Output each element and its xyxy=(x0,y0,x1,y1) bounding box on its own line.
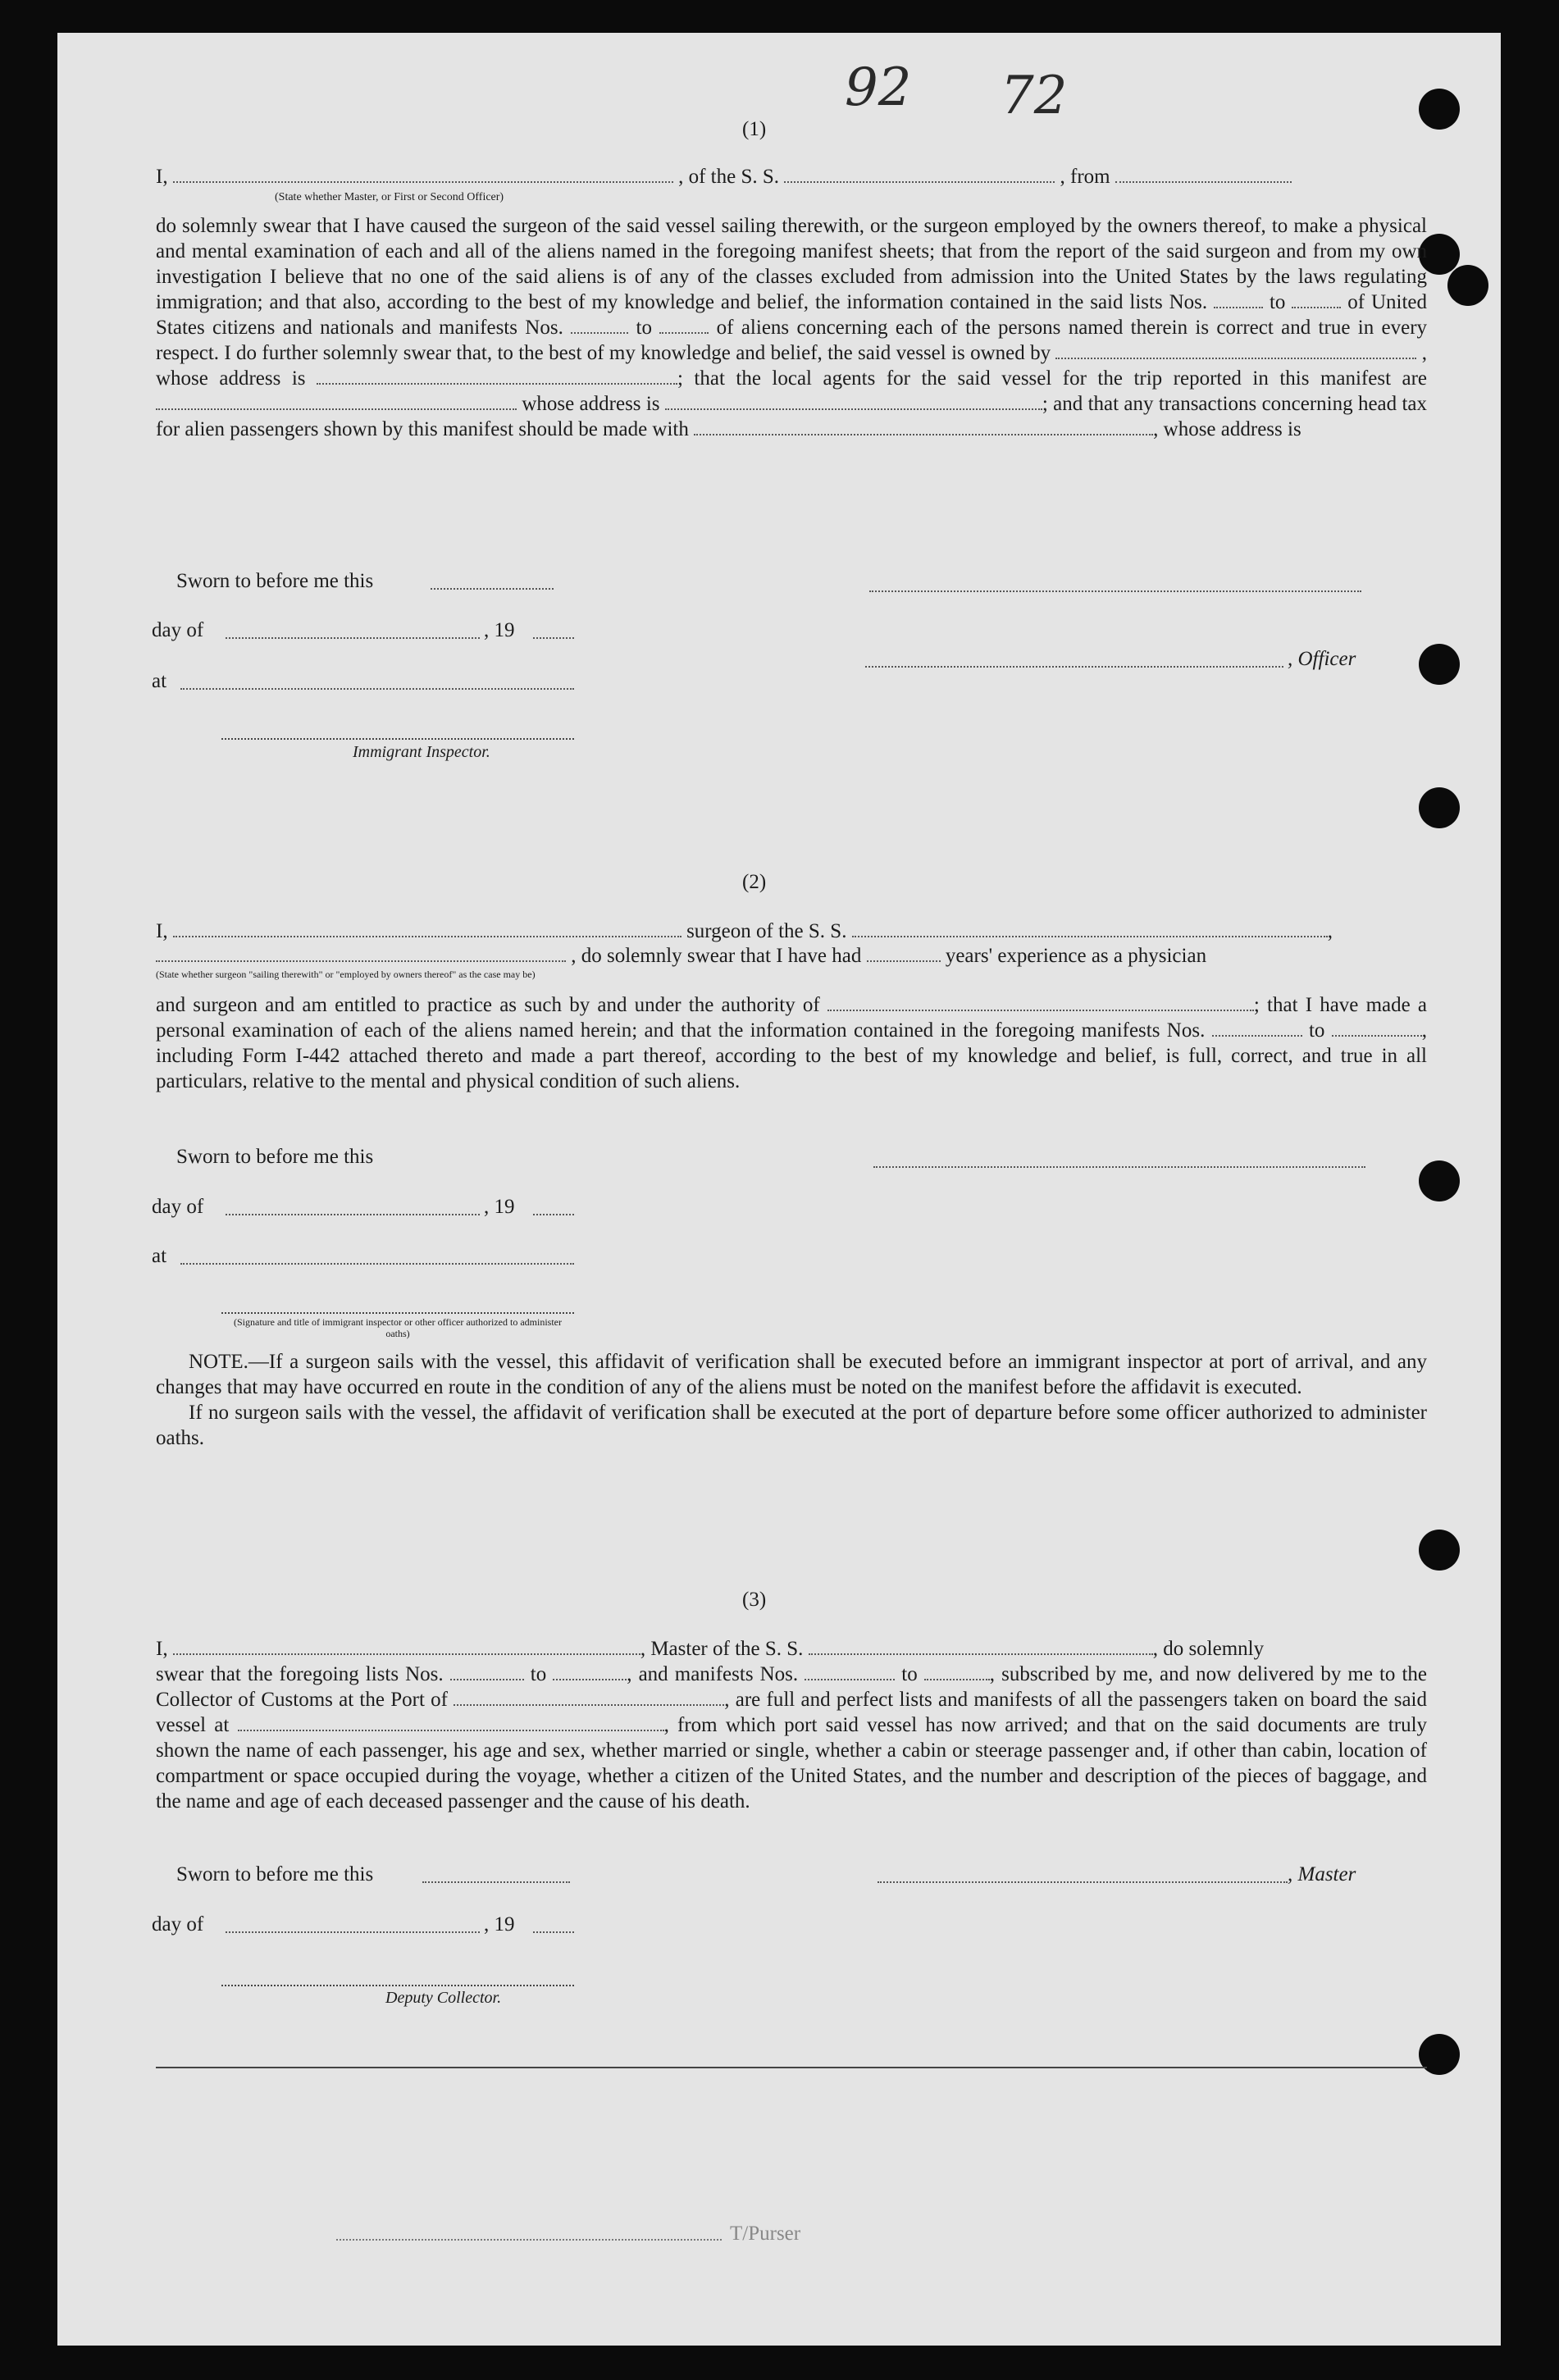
punch-hole xyxy=(1419,2034,1460,2075)
punch-hole xyxy=(1419,1160,1460,1201)
s1-day-of-label: day of xyxy=(152,619,204,641)
punch-hole xyxy=(1419,89,1460,130)
section-1-opening-line: I, , of the S. S. , from xyxy=(156,164,1427,189)
section-2-note: NOTE.—If a surgeon sails with the vessel, this affidavit of verification shall be executed before an immigrant inspector at port of arrival, and any changes that may have occurred en route in the condition of any of the aliens must be noted on the manifest before the affidavit is executed. If no surgeon sails with the vessel, the affidavit of verification shall be executed at the port of departure before some officer authorized to administer oaths. xyxy=(156,1351,1427,1449)
punch-hole xyxy=(1419,644,1460,685)
manifest-sheet xyxy=(57,33,1501,2346)
s1-officer-line xyxy=(865,666,1283,668)
s2-at-label: at xyxy=(152,1245,167,1267)
s3-year-label: , 19 xyxy=(484,1913,515,1935)
s3-year-line xyxy=(533,1931,574,1933)
s3-master-line xyxy=(878,1881,1288,1883)
bottom-rule xyxy=(156,2067,1427,2068)
s2-signature-line xyxy=(221,1312,574,1314)
s1-at-line xyxy=(180,688,574,690)
s1-sworn-line xyxy=(431,588,554,590)
s3-day-of-label: day of xyxy=(152,1913,204,1935)
s1-officer-label: , Officer xyxy=(1288,648,1356,670)
s1-at-label: at xyxy=(152,670,167,692)
section-2-second-line: , do solemnly swear that I have had years' experience as a physician xyxy=(156,943,1427,969)
punch-hole xyxy=(1447,265,1488,306)
officer-note: (State whether Master, or First or Second Officer) xyxy=(275,191,504,203)
section-3-opening-line: I, , Master of the S. S. , do solemnly xyxy=(156,1638,1265,1660)
s2-day-line xyxy=(226,1214,480,1215)
s3-master-label: , Master xyxy=(1288,1863,1356,1885)
punch-hole xyxy=(1419,787,1460,828)
s2-signature-note: (Signature and title of immigrant inspector or other officer authorized to administer oaths) xyxy=(234,1316,562,1339)
s1-inspector-label: Immigrant Inspector. xyxy=(353,743,490,761)
s3-collector-label: Deputy Collector. xyxy=(385,1989,502,2007)
s2-day-of-label: day of xyxy=(152,1196,204,1218)
s2-year-label: , 19 xyxy=(484,1196,515,1218)
handwritten-number-right: 72 xyxy=(1001,66,1068,126)
handwritten-number-left: 92 xyxy=(845,57,912,118)
s2-year-line xyxy=(533,1214,574,1215)
purser-label: T/Purser xyxy=(730,2223,801,2245)
surgeon-note: (State whether surgeon "sailing therewith" or "employed by owners thereof" as the case may be) xyxy=(156,969,536,980)
s1-officer-sig-line-top xyxy=(869,590,1361,592)
s1-inspector-line xyxy=(221,738,574,740)
s1-sworn-label: Sworn to before me this xyxy=(176,570,374,592)
s2-sworn-line xyxy=(873,1166,1365,1168)
s2-sworn-label: Sworn to before me this xyxy=(176,1146,374,1168)
section-2-opening-line: I, surgeon of the S. S. , xyxy=(156,920,1333,942)
section-3-body: swear that the foregoing lists Nos. to , and manifests Nos. to , subscribed by me, and now delivered by me to the Collector of Customs at the Port of , are full and perfect lists and manifests of all the passengers taken on board the said vessel at , from which port said vessel has now arrived; and that on the said documents are truly shown the name of each passenger, his age and sex, whether married or single, whether a cabin or steerage passenger and, if other than cabin, location of compartment or space occupied during the voyage, whether a citizen of the United States, and the number and description of the pieces of baggage, and the name and age of each deceased passenger and the cause of his death. xyxy=(156,1663,1428,1812)
purser-line xyxy=(336,2239,722,2241)
section-1-body: do solemnly swear that I have caused the surgeon of the said vessel sailing therewith, or the surgeon employed by the owners thereof, to make a physical and mental examination of each and all of the aliens named in the foregoing manifest sheets; that from the report of the said surgeon and from my own investigation I believe that no one of the said aliens is of any of the classes excluded from admission into the United States by the laws regulating immigration; and that also, according to the best of my knowledge and belief, the information contained in the said lists Nos. to of United States citizens and nationals and manifests Nos. to of aliens concerning each of the persons named therein is correct and true in every respect. I do further solemnly swear that, to the best of my knowledge and belief, the said vessel is owned by , whose address is ; that the local agents for the said vessel for the trip reported in this manifest are whose address is ; and that any transactions concerning head tax for alien passengers shown by this manifest should be made with , whose address is xyxy=(156,215,1428,440)
s3-sworn-label: Sworn to before me this xyxy=(176,1863,374,1885)
punch-hole xyxy=(1419,1530,1460,1571)
s1-year-line xyxy=(533,637,574,639)
section-2-body: and surgeon and am entitled to practice as such by and under the authority of ; that I have made a personal examination of each of the aliens named herein; and that the information contained in the foregoing manifests Nos. to , including Form I-442 attached thereto and made a part thereof, according to the best of my knowledge and belief, is full, correct, and true in all particulars, relative to the mental and physical condition of such aliens. xyxy=(156,994,1428,1092)
s3-sworn-line xyxy=(422,1881,570,1883)
s1-day-line xyxy=(226,637,480,639)
s2-at-line xyxy=(180,1263,574,1265)
section-2-number: (2) xyxy=(742,871,767,893)
s3-collector-line xyxy=(221,1985,574,1986)
s1-year-label: , 19 xyxy=(484,619,515,641)
section-3-number: (3) xyxy=(742,1589,767,1611)
s3-day-line xyxy=(226,1931,480,1933)
section-1-number: (1) xyxy=(742,118,767,140)
